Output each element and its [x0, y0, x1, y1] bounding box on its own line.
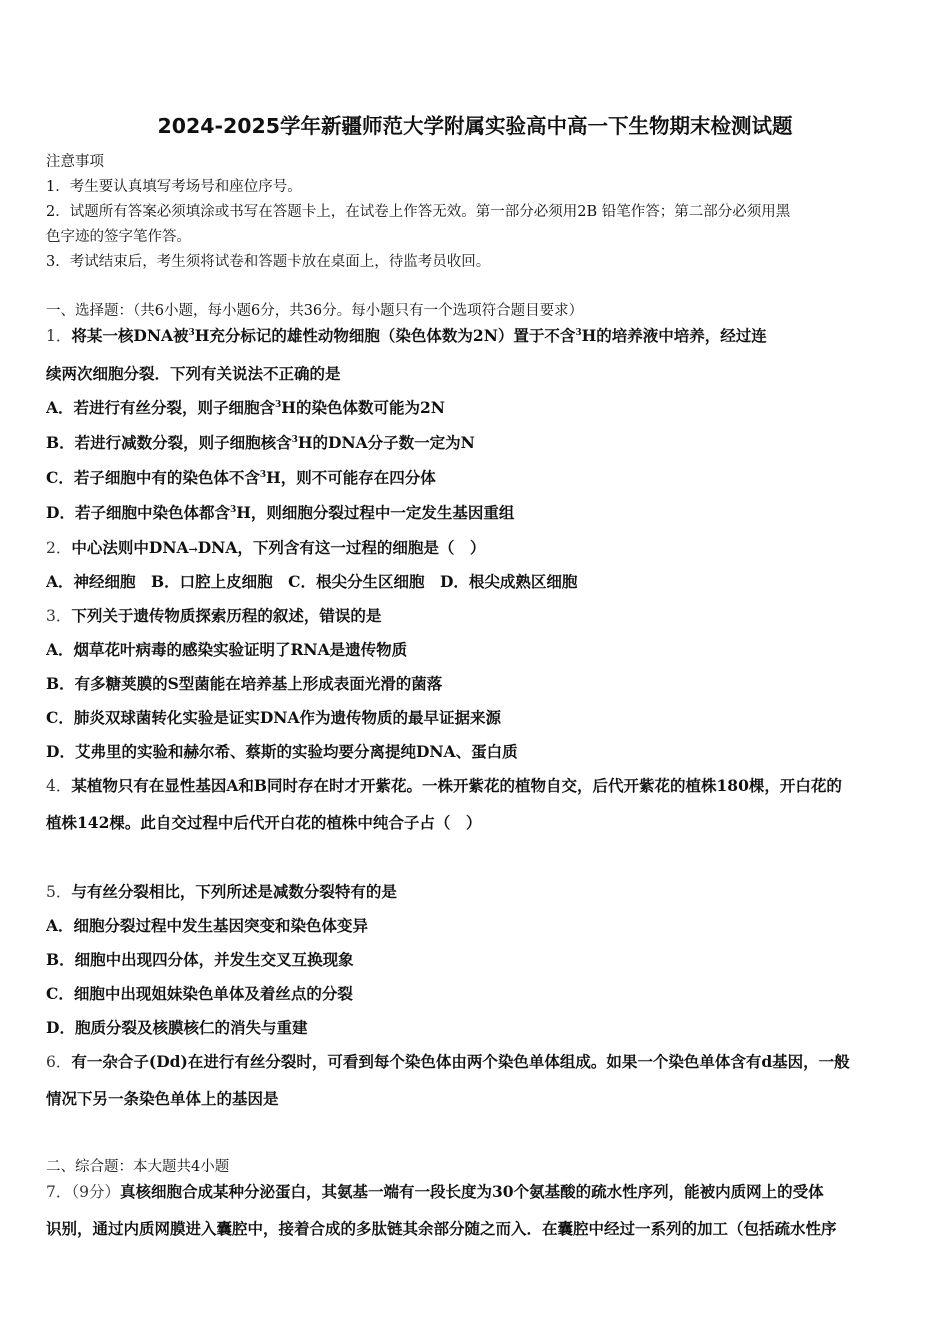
- q2-stem-part-b: DNA，下列含有这一过程的细胞是（ ）: [197, 538, 486, 557]
- q2-options: A．神经细胞 B．口腔上皮细胞 C．根尖分生区细胞 D．根尖成熟区细胞: [46, 572, 578, 591]
- q1-option-b-part2: H的DNA分子数一定为N: [297, 433, 475, 452]
- q3-number: 3．: [46, 607, 72, 625]
- q1-stem: [46, 326, 908, 346]
- q7-stem-cont: 识别，通过内质网膜进入囊腔中，接着合成的多肽链其余部分随之而入．在囊腔中经过一系列的加工（包括疏水性序: [46, 1219, 837, 1238]
- q2-stem: [46, 538, 908, 560]
- q1-superscript: 3: [575, 328, 582, 338]
- q1-superscript: 3: [259, 470, 267, 480]
- q6-stem-text: 有一杂合子(Dd)在进行有丝分裂时，可看到每个染色体由两个染色单体组成。如果一个染色单体含有d基因，一般: [71, 1052, 850, 1071]
- q5-stem-text: 与有丝分裂相比，下列所述是减数分裂特有的是: [71, 882, 397, 901]
- section2-heading: 二、综合题：本大题共4小题: [46, 1159, 230, 1175]
- q1-option-c: [46, 468, 908, 488]
- q2-stem-part-a: 中心法则中DNA: [71, 538, 189, 557]
- q6-stem-cont: 情况下另一条染色单体上的基因是: [46, 1089, 279, 1108]
- q1-option-d: [46, 503, 908, 523]
- q3-stem-text: 下列关于遗传物质探索历程的叙述，错误的是: [71, 606, 382, 625]
- q5-option-c: C．细胞中出现姐妹染色单体及着丝点的分裂: [46, 984, 353, 1003]
- notice-item-1: 1．考生要认真填写考场号和座位序号。: [46, 179, 302, 195]
- q5-option-b: B．细胞中出现四分体，并发生交叉互换现象: [46, 950, 354, 969]
- q5-number: 5．: [46, 883, 72, 901]
- section1-heading: 一、选择题：（共6小题，每小题6分，共36分。每小题只有一个选项符合题目要求）: [46, 303, 584, 319]
- q7-number: 7．: [46, 1183, 72, 1201]
- q4-stem-cont: 植株142棵。此自交过程中后代开白花的植株中纯合子占（ ）: [46, 813, 482, 832]
- q1-superscript: 3: [291, 435, 298, 445]
- q3-option-a: A．烟草花叶病毒的感染实验证明了RNA是遗传物质: [46, 640, 408, 659]
- q1-stem-part-b: H充分标记的雄性动物细胞（染色体数为2N）置于不含: [194, 326, 576, 345]
- notice-item-3: 3．考试结束后，考生须将试卷和答题卡放在桌面上，待监考员收回。: [46, 254, 491, 270]
- q1-option-a: [46, 398, 908, 418]
- arrow-icon: →: [188, 543, 198, 556]
- notice-item-2: 2．试题所有答案必须填涂或书写在答题卡上，在试卷上作答无效。第一部分必须用2B 铅笔作答；第二部分必须用黑: [46, 204, 791, 220]
- q1-option-c-part1: C．若子细胞中有的染色体不含: [46, 468, 260, 487]
- q1-number: 1．: [46, 327, 72, 345]
- q3-option-b: B．有多糖荚膜的S型菌能在培养基上形成表面光滑的菌落: [46, 674, 443, 693]
- q5-option-d: D．胞质分裂及核膜核仁的消失与重建: [46, 1018, 308, 1037]
- q2-number: 2．: [46, 539, 72, 557]
- q3-stem: [46, 606, 908, 626]
- q1-superscript: 3: [229, 505, 237, 515]
- q1-superscript: 3: [188, 328, 195, 338]
- q7-score: （9分）: [71, 1183, 120, 1201]
- q3-option-d: D．艾弗里的实验和赫尔希、蔡斯的实验均要分离提纯DNA、蛋白质: [46, 742, 518, 761]
- q7-stem-text: 真核细胞合成某种分泌蛋白，其氨基一端有一段长度为30个氨基酸的疏水性序列，能被内质网上的受体: [120, 1182, 824, 1201]
- q5-option-a: A．细胞分裂过程中发生基因突变和染色体变异: [46, 916, 369, 935]
- q1-superscript: 3: [275, 400, 282, 410]
- q1-option-d-part2: H，则细胞分裂过程中一定发生基因重组: [236, 503, 515, 522]
- notice-heading: 注意事项: [46, 154, 104, 170]
- q3-option-c: C．肺炎双球菌转化实验是证实DNA作为遗传物质的最早证据来源: [46, 708, 501, 727]
- q5-stem: [46, 882, 908, 902]
- q1-stem-part-a: 将某一核DNA被: [71, 326, 189, 345]
- q4-number: 4．: [46, 777, 72, 795]
- q1-stem-cont: 续两次细胞分裂．下列有关说法不正确的是: [46, 364, 341, 383]
- q1-stem-part-c: H的培养液中培养，经过连: [581, 326, 767, 345]
- q1-option-c-part2: H，则不可能存在四分体: [266, 468, 436, 487]
- q4-stem: [46, 776, 908, 796]
- notice-item-2-cont: 色字迹的签字笔作答。: [46, 229, 191, 245]
- q1-option-b: [46, 433, 908, 453]
- q4-stem-text: 某植物只有在显性基因A和B同时存在时才开紫花。一株开紫花的植物自交，后代开紫花的植株180棵，开白花的: [71, 776, 842, 795]
- q6-number: 6．: [46, 1053, 72, 1071]
- exam-title: 2024-2025学年新疆师范大学附属实验高中高一下生物期末检测试题: [157, 114, 793, 138]
- q1-option-b-part1: B．若进行减数分裂，则子细胞核含: [46, 433, 292, 452]
- q1-option-d-part1: D．若子细胞中染色体都含: [46, 503, 230, 522]
- q1-option-a-part1: A．若进行有丝分裂，则子细胞含: [46, 398, 276, 417]
- q1-option-a-part2: H的染色体数可能为2N: [281, 398, 445, 417]
- q6-stem: [46, 1052, 908, 1072]
- q7-stem: [46, 1182, 908, 1202]
